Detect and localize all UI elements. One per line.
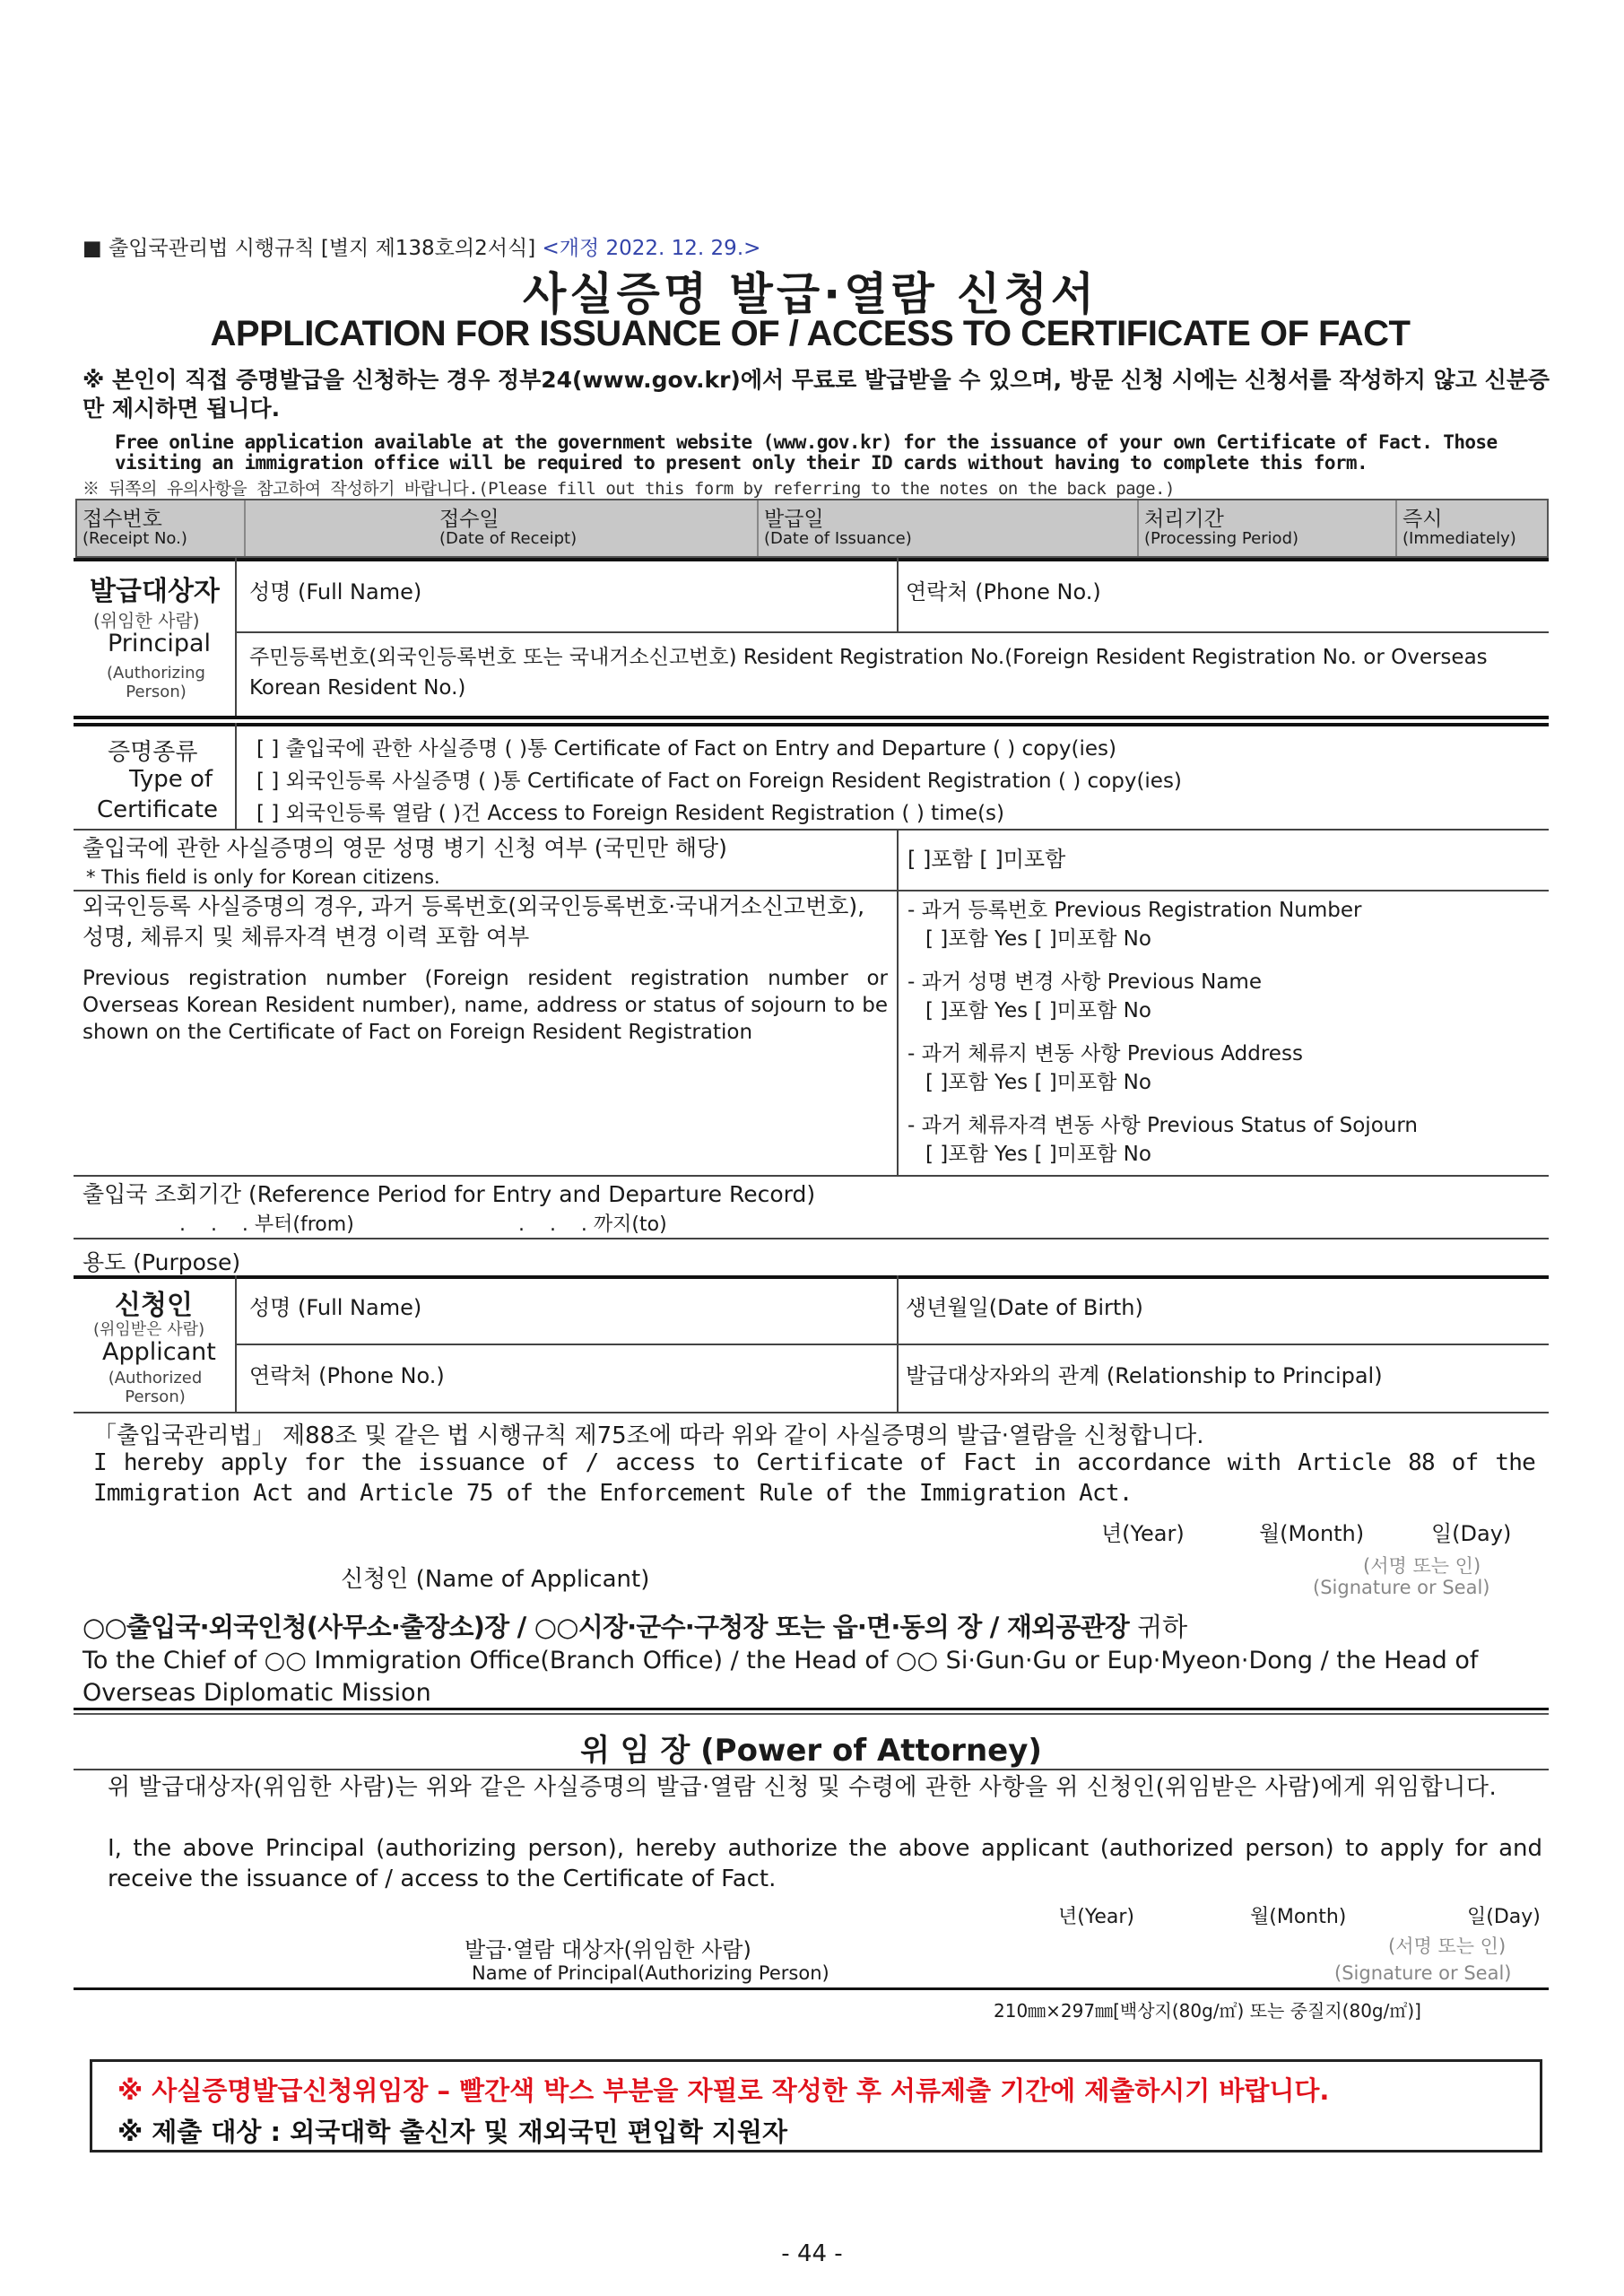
power-of-attorney-title: 위 임 장 (Power of Attorney)	[580, 1733, 1042, 1769]
title-korean: 사실증명 발급·열람 신청서	[522, 268, 1099, 320]
applicant-label-en: Applicant	[102, 1338, 216, 1366]
poa-sign-ko: (서명 또는 인)	[1388, 1935, 1507, 1957]
poa-principal-name[interactable]: 발급·열람 대상자(위임한 사람)	[465, 1937, 751, 1962]
instruction-line-1: ※ 사실증명발급신청위임장 – 빨간색 박스 부분을 자필로 작성한 후 서류제출 기간에 제출하시기 바랍니다.	[117, 2075, 1330, 2106]
revision-text: <개정 2022. 12. 29.>	[542, 237, 761, 260]
english-name-question: 출입국에 관한 사실증명의 영문 성명 병기 신청 여부 (국민만 해당)	[83, 835, 727, 861]
declaration-month[interactable]: 월(Month)	[1259, 1521, 1365, 1546]
poa-sign-en: (Signature or Seal)	[1334, 1962, 1512, 1984]
instruction-box	[90, 2059, 1542, 2152]
power-of-attorney-english: I, the above Principal (authorizing person), hereby authorize the above applicant (authorized person) to apply for and receive the issuance of / access to the Certificate of Fact.	[108, 1835, 1542, 1892]
declaration-sign-ko: (서명 또는 인)	[1363, 1555, 1481, 1577]
certificate-type-label: 증명종류	[108, 739, 198, 766]
certificate-option-access[interactable]: [ ] 외국인등록 열람 ( )건 Access to Foreign Resident Registration ( ) time(s)	[256, 802, 1005, 825]
notice-korean: ※ 본인이 직접 증명발급을 신청하는 경우 정부24(www.gov.kr)에서 무료로 발급받을 수 있으며, 방문 신청 시에는 신청서를 작성하지 않고 신분증만 제시하면 됩니다.	[83, 367, 1550, 422]
applicant-name-signature[interactable]: 신청인 (Name of Applicant)	[341, 1566, 650, 1593]
history-item-sojourn: - 과거 체류자격 변동 사항 Previous Status of Sojourn	[908, 1114, 1418, 1137]
certificate-type-label-en-2: Certificate	[97, 796, 219, 823]
history-item-name-options[interactable]: [ ]포함 Yes [ ]미포함 No	[925, 999, 1151, 1022]
paper-spec: 210㎜×297㎜[백상지(80g/㎡) 또는 중질지(80g/㎡)]	[994, 2000, 1421, 2022]
receipt-date-label: 접수일	[439, 508, 499, 531]
reference-period-to[interactable]: . . . 까지(to)	[518, 1213, 667, 1236]
english-name-note: * This field is only for Korean citizens.	[86, 866, 440, 888]
instruction-line-2: ※ 제출 대상 : 외국대학 출신자 및 재외국민 편입학 지원자	[117, 2117, 787, 2147]
principal-registration-number[interactable]	[249, 642, 1541, 703]
history-item-registration-number-options[interactable]: [ ]포함 Yes [ ]미포함 No	[925, 927, 1151, 951]
declaration-year[interactable]: 년(Year)	[1101, 1521, 1185, 1546]
poa-principal-name-en: Name of Principal(Authorizing Person)	[472, 1962, 829, 1984]
receipt-date-label-en: (Date of Receipt)	[439, 529, 578, 548]
history-item-registration-number: - 과거 등록번호 Previous Registration Number	[908, 899, 1362, 922]
history-item-address: - 과거 체류지 변동 사항 Previous Address	[908, 1042, 1303, 1065]
processing-period-label-en: (Processing Period)	[1144, 529, 1299, 548]
processing-period-label: 처리기간	[1144, 508, 1224, 531]
applicant-birth[interactable]: 생년월일(Date of Birth)	[906, 1295, 1143, 1320]
registration-line-1: 주민등록번호(외국인등록번호 또는 국내거소신고번호) Resident Registration No.(Foreign Resident Registration No. or Overseas	[249, 646, 1488, 669]
certificate-option-entry-departure[interactable]: [ ] 출입국에 관한 사실증명 ( )통 Certificate of Fact on Entry and Departure ( ) copy(ies)	[256, 737, 1116, 761]
office-use-row	[75, 499, 1549, 558]
applicant-phone[interactable]: 연락처 (Phone No.)	[249, 1363, 445, 1388]
receipt-no-label: 접수번호	[83, 508, 162, 531]
principal-phone[interactable]: 연락처 (Phone No.)	[906, 579, 1101, 604]
history-item-address-options[interactable]: [ ]포함 Yes [ ]미포함 No	[925, 1071, 1151, 1094]
regulation-text: ■ 출입국관리법 시행규칙 [별지 제138호의2서식]	[83, 237, 536, 260]
certificate-type-label-en-1: Type of	[129, 766, 213, 793]
notice-english: Free online application available at the government website (www.gov.kr) for the issuance of your own Certificate of Fact. Those visiting an immigration office will be required to present only their ID cards without having to complete this form.	[115, 431, 1498, 474]
page-number: - 44 -	[781, 2240, 843, 2267]
addressee-korean	[83, 1607, 1187, 1644]
principal-label: 발급대상자	[90, 576, 220, 607]
foreign-history-question-ko: 외국인등록 사실증명의 경우, 과거 등록번호(외국인등록번호·국내거소신고번호), 성명, 체류지 및 체류자격 변경 이력 포함 여부	[83, 893, 865, 950]
power-of-attorney-korean: 위 발급대상자(위임한 사람)는 위와 같은 사실증명의 발급·열람 신청 및 수령에 관한 사항을 위 신청인(위임받은 사람)에게 위임합니다.	[108, 1774, 1498, 1801]
principal-label-en: Principal	[108, 630, 212, 657]
title-english: APPLICATION FOR ISSUANCE OF / ACCESS TO CERTIFICATE OF FACT	[210, 314, 1411, 353]
principal-label-sub: (위임한 사람)	[93, 610, 200, 631]
addressee-english: To the Chief of ○○ Immigration Office(Branch Office) / the Head of ○○ Si·Gun·Gu or Eup·Myeon·Dong / the Head of Overseas Diplomatic Mission	[83, 1647, 1479, 1707]
reference-period-label: 출입국 조회기간 (Reference Period for Entry and Departure Record)	[83, 1181, 816, 1207]
immediately-label-en: (Immediately)	[1403, 529, 1516, 548]
poa-month[interactable]: 월(Month)	[1250, 1906, 1347, 1928]
reference-period-from[interactable]: . . . 부터(from)	[179, 1213, 354, 1236]
applicant-label-sub: (위임받은 사람)	[93, 1320, 205, 1339]
poa-year[interactable]: 년(Year)	[1058, 1906, 1134, 1928]
history-item-sojourn-options[interactable]: [ ]포함 Yes [ ]미포함 No	[925, 1143, 1151, 1166]
purpose-label[interactable]: 용도 (Purpose)	[83, 1249, 241, 1275]
declaration-english: I hereby apply for the issuance of / access to Certificate of Fact in accordance with Article 88 of the Immigration Act and Article 75 of the Enforcement Rule of the Immigration Act.	[93, 1449, 1535, 1507]
applicant-full-name[interactable]: 성명 (Full Name)	[249, 1295, 422, 1320]
issuance-date-label: 발급일	[764, 508, 824, 531]
applicant-label: 신청인	[115, 1290, 193, 1321]
notice-reference: ※ 뒤쪽의 유의사항을 참고하여 작성하기 바랍니다.(Please fill out this form by referring to the notes on the back page.)	[83, 479, 1175, 499]
registration-line-2: Korean Resident No.)	[249, 676, 466, 700]
applicant-relationship[interactable]: 발급대상자와의 관계 (Relationship to Principal)	[906, 1363, 1383, 1388]
form-regulation	[83, 231, 760, 261]
immediately-label: 즉시	[1403, 508, 1443, 531]
addressee-korean-bold: ○○출입국·외국인청(사무소·출장소)장 / ○○시장·군수·구청장 또는 읍·면·동의 장 / 재외공관장	[83, 1612, 1129, 1642]
declaration-sign-en: (Signature or Seal)	[1313, 1577, 1490, 1598]
addressee-suffix: 귀하	[1137, 1612, 1188, 1642]
receipt-no-label-en: (Receipt No.)	[83, 529, 187, 548]
declaration-korean: 「출입국관리법」 제88조 및 같은 법 시행규칙 제75조에 따라 위와 같이 사실증명의 발급·열람을 신청합니다.	[93, 1422, 1204, 1449]
principal-full-name[interactable]: 성명 (Full Name)	[249, 579, 422, 604]
principal-label-en-sub: (Authorizing Person)	[107, 664, 205, 701]
declaration-day[interactable]: 일(Day)	[1431, 1521, 1512, 1546]
poa-day[interactable]: 일(Day)	[1467, 1906, 1541, 1928]
certificate-option-foreign-registration[interactable]: [ ] 외국인등록 사실증명 ( )통 Certificate of Fact on Foreign Resident Registration ( ) copy(ies)	[256, 770, 1182, 793]
issuance-date-label-en: (Date of Issuance)	[764, 529, 912, 548]
foreign-history-question-en: Previous registration number (Foreign resident registration number or Overseas Korean Resident number), name, address or status of sojourn to be shown on the Certificate of Fact on Foreign Resident Registration	[83, 967, 888, 1044]
english-name-options[interactable]: [ ]포함 [ ]미포함	[908, 847, 1066, 872]
history-item-name: - 과거 성명 변경 사항 Previous Name	[908, 970, 1262, 994]
applicant-label-en-sub: (Authorized Person)	[108, 1369, 203, 1406]
